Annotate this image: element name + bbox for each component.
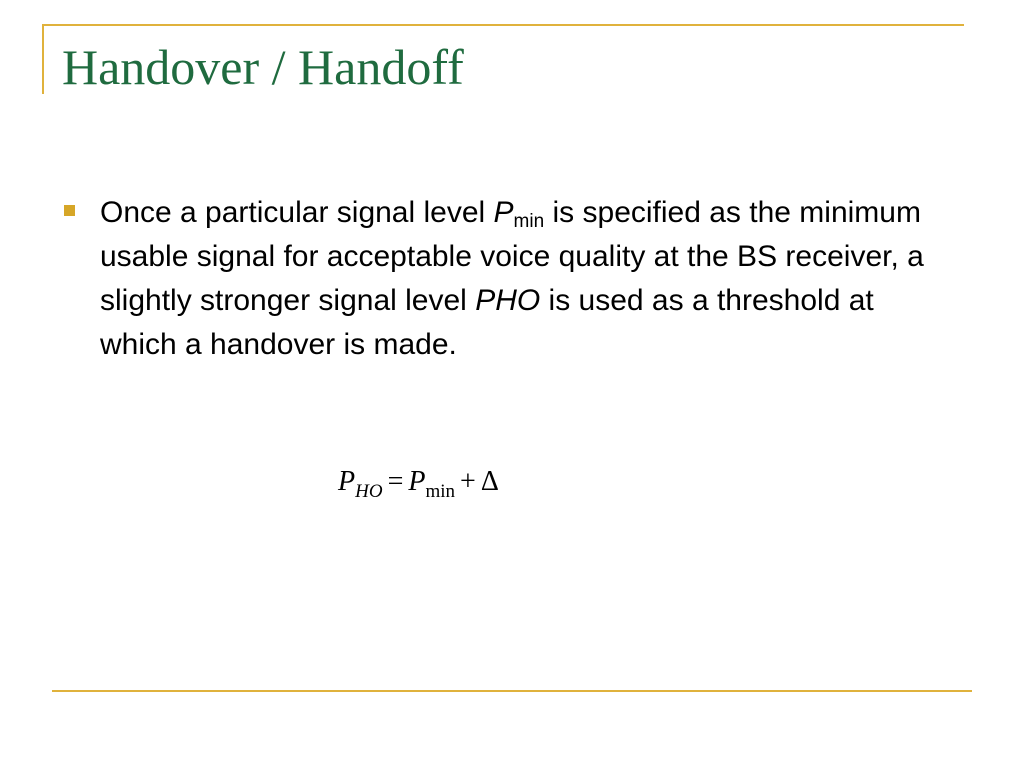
equation-plus: +: [460, 466, 476, 497]
equation-equals: =: [387, 466, 404, 497]
bullet-text-part-3: is used as a threshold at which a handover is made.: [100, 284, 874, 361]
equation: [338, 466, 499, 502]
equation-rhs-variable: P: [408, 466, 426, 497]
footer-line: [52, 690, 972, 692]
frame-left-line: [42, 24, 44, 94]
subscript-min: min: [513, 211, 545, 232]
equation-rhs-subscript: min: [425, 481, 456, 502]
bullet-text-part-1: Once a particular signal level: [100, 196, 494, 229]
equation-lhs-subscript: HO: [355, 481, 383, 502]
variable-p: P: [493, 196, 514, 229]
slide-title: Handover / Handoff: [62, 39, 464, 95]
bullet-item: [62, 191, 952, 367]
frame-top-line: [42, 24, 964, 26]
equation-delta: Δ: [480, 466, 499, 497]
equation-lhs-variable: P: [338, 466, 356, 497]
square-bullet-icon: [64, 205, 75, 216]
variable-pho: PHO: [475, 284, 541, 317]
bullet-text-part-2: is specified as the minimum usable signal for acceptable voice quality at the BS receiver, a slightly stronger signal level: [100, 196, 924, 317]
bullet-text: [100, 191, 952, 367]
